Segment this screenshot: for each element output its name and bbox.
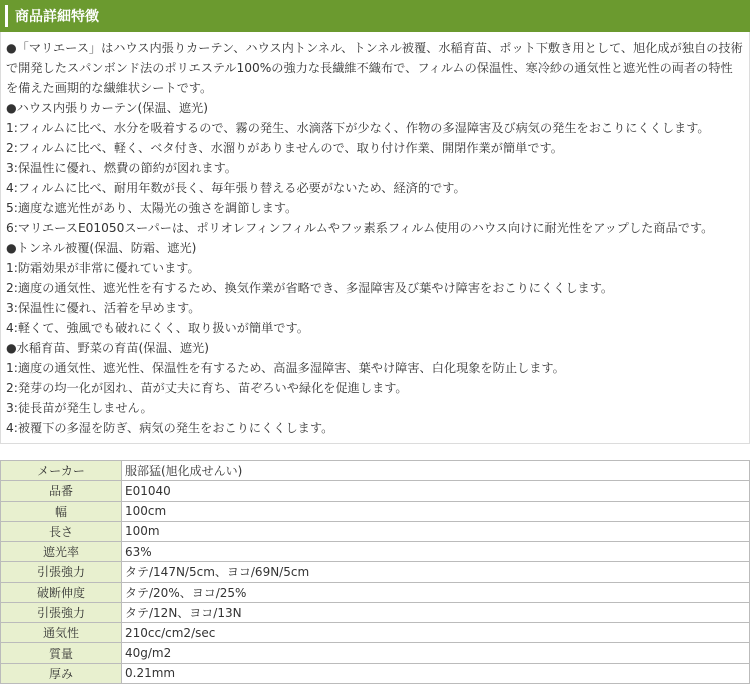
spec-row xyxy=(1,663,750,683)
description-intro: ●「マリエース」はハウス内張りカーテン、ハウス内トンネル、トンネル被覆、水稲育苗、ポット下敷き用として、旭化成が独自の技術で開発したスパンボンド法のポリエステル100%の強力な長繊維不織布で、フィルムの保温性、寒冷紗の通気性と遮光性の両者の特性を備えた画期的な繊維状シートです。 xyxy=(6,41,743,95)
spec-label: 引張強力 xyxy=(1,602,122,622)
spec-row xyxy=(1,481,750,501)
spec-label: 幅 xyxy=(1,501,122,521)
description-line: 3:保温性に優れ、活着を早めます。 xyxy=(6,301,201,315)
spec-label: 破断伸度 xyxy=(1,582,122,602)
description-line: 6:マリエースE01050スーパーは、ポリオレフィンフィルムやフッ素系フィルム使用のハウス向けに耐光性をアップした商品です。 xyxy=(6,221,714,235)
product-description xyxy=(0,32,750,444)
spec-value: E01040 xyxy=(122,481,750,501)
description-line: 3:保温性に優れ、燃費の節約が図れます。 xyxy=(6,161,237,175)
description-line: ●ハウス内張りカーテン(保温、遮光) xyxy=(6,101,208,115)
description-line: 2:フィルムに比べ、軽く、ベタ付き、水溜りがありませんので、取り付け作業、開閉作業が簡単です。 xyxy=(6,141,563,155)
spec-row xyxy=(1,582,750,602)
description-line: 2:適度の通気性、遮光性を有するため、換気作業が省略でき、多湿障害及び葉やけ障害をおこりにくくします。 xyxy=(6,281,614,295)
description-line: 4:軽くて、強風でも破れにくく、取り扱いが簡単です。 xyxy=(6,321,309,335)
description-line: 4:被覆下の多湿を防ぎ、病気の発生をおこりにくくします。 xyxy=(6,421,334,435)
spec-label: 品番 xyxy=(1,481,122,501)
spec-value: 210cc/cm2/sec xyxy=(122,623,750,643)
spec-row xyxy=(1,602,750,622)
spec-label: 通気性 xyxy=(1,623,122,643)
spec-label: メーカー xyxy=(1,461,122,481)
spec-value: タテ/12N、ヨコ/13N xyxy=(122,602,750,622)
spec-row xyxy=(1,542,750,562)
spec-value: タテ/147N/5cm、ヨコ/69N/5cm xyxy=(122,562,750,582)
description-line: 3:徒長苗が発生しません。 xyxy=(6,401,153,415)
spec-row xyxy=(1,461,750,481)
spec-value: 40g/m2 xyxy=(122,643,750,663)
spec-row xyxy=(1,623,750,643)
spec-label: 長さ xyxy=(1,521,122,541)
description-line: 2:発芽の均一化が図れ、苗が丈夫に育ち、苗ぞろいや緑化を促進します。 xyxy=(6,381,408,395)
section-title: 商品詳細特徴 xyxy=(15,9,99,25)
spec-value: 100cm xyxy=(122,501,750,521)
spec-label: 厚み xyxy=(1,663,122,683)
spec-label: 引張強力 xyxy=(1,562,122,582)
description-line: 4:フィルムに比べ、耐用年数が長く、毎年張り替える必要がないため、経済的です。 xyxy=(6,181,466,195)
spec-row xyxy=(1,501,750,521)
spec-value: タテ/20%、ヨコ/25% xyxy=(122,582,750,602)
description-line: ●水稲育苗、野菜の育苗(保温、遮光) xyxy=(6,341,209,355)
header-accent-bar xyxy=(5,5,8,27)
description-line: 1:フィルムに比べ、水分を吸着するので、霧の発生、水滴落下が少なく、作物の多湿障害及び病気の発生をおこりにくくします。 xyxy=(6,121,710,135)
section-header xyxy=(0,0,750,32)
spec-label: 質量 xyxy=(1,643,122,663)
spec-value: 0.21mm xyxy=(122,663,750,683)
spec-value: 服部猛(旭化成せんい) xyxy=(122,461,750,481)
description-line: 1:適度の通気性、遮光性、保温性を有するため、高温多湿障害、葉やけ障害、白化現象を防止します。 xyxy=(6,361,565,375)
spec-row xyxy=(1,521,750,541)
spec-row xyxy=(1,562,750,582)
spec-label: 遮光率 xyxy=(1,542,122,562)
description-line: ●トンネル被覆(保温、防霜、遮光) xyxy=(6,241,197,255)
spec-table xyxy=(0,460,750,684)
spec-value: 63% xyxy=(122,542,750,562)
spec-row xyxy=(1,643,750,663)
description-line: 5:適度な遮光性があり、太陽光の強さを調節します。 xyxy=(6,201,298,215)
description-line: 1:防霜効果が非常に優れています。 xyxy=(6,261,200,275)
spec-value: 100m xyxy=(122,521,750,541)
